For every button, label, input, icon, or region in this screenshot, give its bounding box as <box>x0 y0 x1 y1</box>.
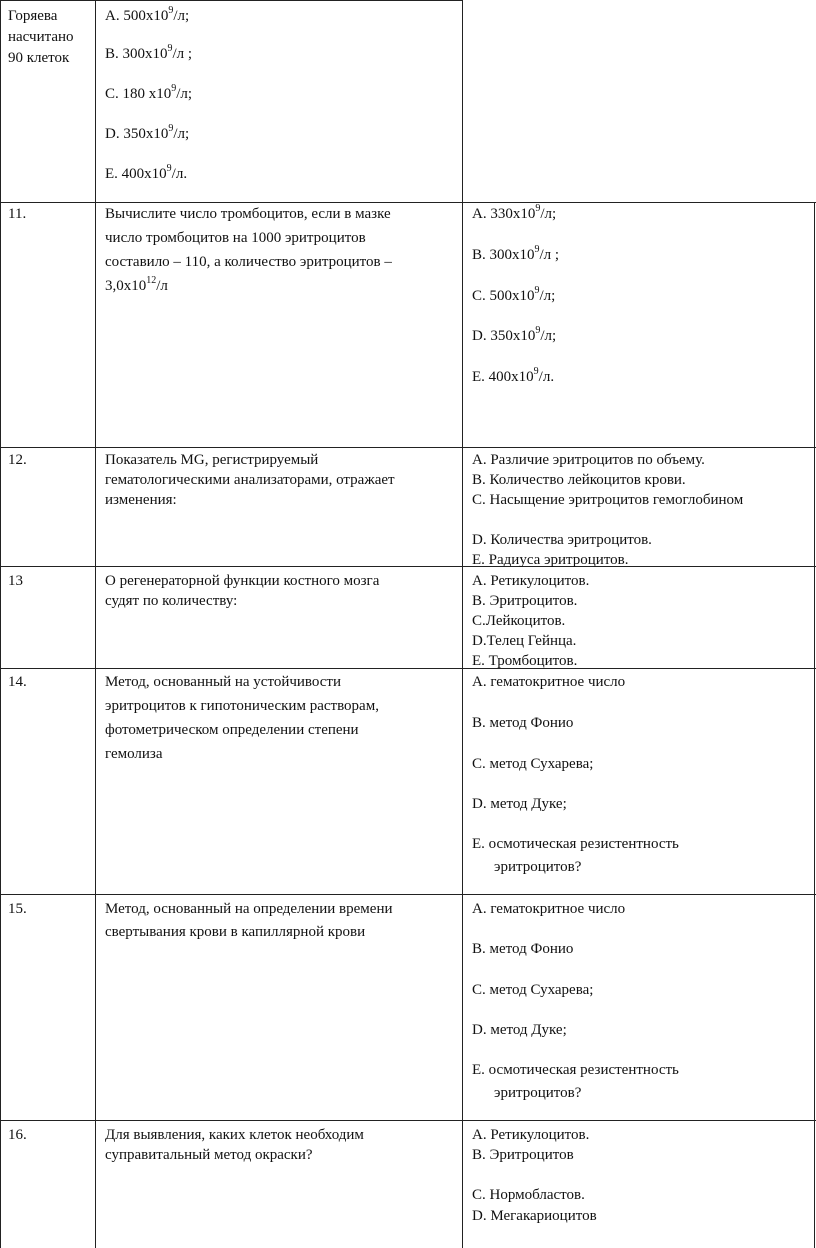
answer-option: А. $330х10^9/л$; <box>472 203 557 222</box>
question-line: эритроцитов к гипотоническим растворам, <box>105 698 379 714</box>
grid-line <box>0 566 816 567</box>
answer-option: В. Количество лейкоцитов крови. <box>472 472 686 488</box>
row-number: 12. <box>8 452 27 468</box>
row-number: 13 <box>8 573 23 589</box>
question-line: суправитальный метод окраски? <box>105 1147 313 1163</box>
answer-option: С. метод Сухарева; <box>472 756 594 772</box>
question-line: фотометрическом определении степени <box>105 722 359 738</box>
answer-option: А. гематокритное число <box>472 901 626 917</box>
grid-line <box>95 0 96 1248</box>
row-number: 11. <box>8 206 27 222</box>
answer-option: С. Нормобластов. <box>472 1187 585 1203</box>
answer-option: Е. $400х10^9/л$. <box>472 366 555 385</box>
answer-option: Е. $400х10^9/л$. <box>105 163 188 182</box>
answer-option: С.Лейкоцитов. <box>472 613 566 629</box>
row-number: 15. <box>8 901 27 917</box>
answer-option-continuation: эритроцитов? <box>494 1085 582 1101</box>
answer-option: А. гематокритное число <box>472 674 626 690</box>
answer-option: А. $500х10^9/л$; <box>105 5 190 24</box>
answer-option: В. метод Фонио <box>472 715 574 731</box>
answer-option: D. метод Дуке; <box>472 796 567 812</box>
question-line: Метод, основанный на определении времени <box>105 901 393 917</box>
grid-line <box>0 0 1 1248</box>
question-line: Вычислите число тромбоцитов, если в мазке <box>105 206 391 222</box>
question-line: Метод, основанный на устойчивости <box>105 674 342 690</box>
answer-option: D. метод Дуке; <box>472 1022 567 1038</box>
question-line: судят по количеству: <box>105 593 238 609</box>
answer-option: А. Ретикулоцитов. <box>472 1127 590 1143</box>
answer-option: В. Эритроцитов <box>472 1147 574 1163</box>
answer-option: Е. Радиуса эритроцитов. <box>472 552 629 568</box>
answer-option: D. $350х10^9/л$; <box>105 123 190 142</box>
question-line: О регенераторной функции костного мозга <box>105 573 380 589</box>
answer-option: D. Мегакариоцитов <box>472 1208 597 1224</box>
answer-option: С. Насыщение эритроцитов гемоглобином <box>472 492 744 508</box>
answer-option: С. метод Сухарева; <box>472 982 594 998</box>
answer-option: В. Эритроцитов. <box>472 593 578 609</box>
answer-option: В. метод Фонио <box>472 941 574 957</box>
answer-option: D. $350х10^9/л$; <box>472 325 557 344</box>
question-line: число тромбоцитов на 1000 эритроцитов <box>105 230 366 246</box>
answer-option: Е. Тромбоцитов. <box>472 653 578 669</box>
answer-option: Е. осмотическая резистентность <box>472 836 679 852</box>
question-line: свертывания крови в капиллярной крови <box>105 924 366 940</box>
grid-line <box>0 0 463 1</box>
question-line: гематологическими анализаторами, отражает <box>105 472 395 488</box>
question-line: изменения: <box>105 492 177 508</box>
question-line: $3,0х10^{12}/л$ <box>105 275 168 294</box>
row-number-line: насчитано <box>8 29 74 45</box>
row-number: 16. <box>8 1127 27 1143</box>
answer-option: С. 180 $х10^9/л$; <box>105 83 193 102</box>
grid-line <box>0 447 816 448</box>
question-line: составило – 110, а количество эритроцитов – <box>105 254 392 270</box>
answer-option: Е. осмотическая резистентность <box>472 1062 679 1078</box>
answer-option: А. Различие эритроцитов по объему. <box>472 452 705 468</box>
question-line: Для выявления, каких клеток необходим <box>105 1127 364 1143</box>
answer-option: D.Телец Гейнца. <box>472 633 577 649</box>
grid-line <box>0 202 816 203</box>
question-line: гемолиза <box>105 746 163 762</box>
grid-line <box>462 0 463 1248</box>
row-number: 14. <box>8 674 27 690</box>
answer-option: С. $500х10^9/л$; <box>472 285 556 304</box>
grid-line <box>814 202 815 1248</box>
answer-option: D. Количества эритроцитов. <box>472 532 652 548</box>
row-number-line: 90 клеток <box>8 50 70 66</box>
answer-option: А. Ретикулоцитов. <box>472 573 590 589</box>
answer-option-continuation: эритроцитов? <box>494 859 582 875</box>
question-line: Показатель MG, регистрируемый <box>105 452 319 468</box>
answer-option: В. $300х10^9/л$ ; <box>105 43 193 62</box>
grid-line <box>0 1120 816 1121</box>
row-number-line: Горяева <box>8 8 58 24</box>
answer-option: В. $300х10^9/л$ ; <box>472 244 560 263</box>
grid-line <box>0 894 816 895</box>
grid-line <box>0 668 816 669</box>
